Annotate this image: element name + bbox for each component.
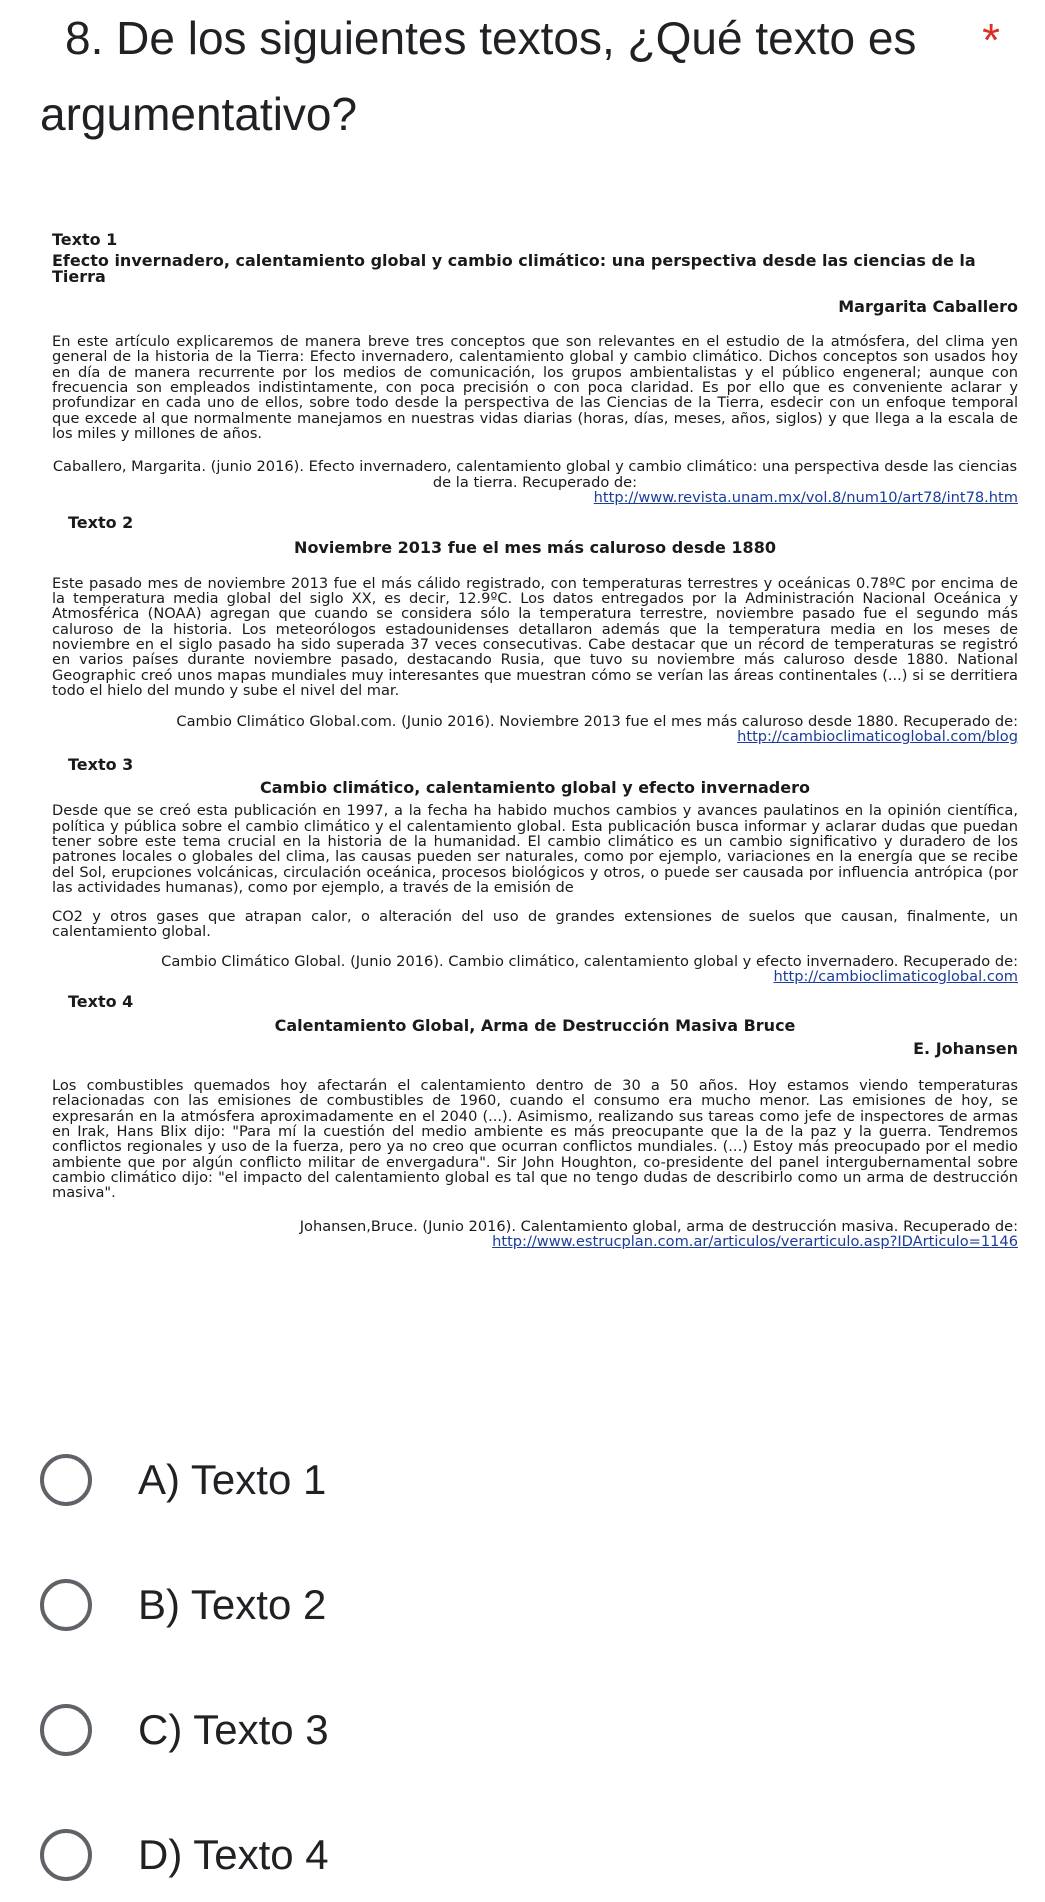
text-3-label: Texto 3	[68, 754, 134, 774]
radio-circle-icon[interactable]	[40, 1454, 92, 1506]
option-c[interactable]	[40, 1690, 329, 1770]
option-d-label: D) Texto 4	[138, 1831, 329, 1878]
text-4-label: Texto 4	[68, 992, 134, 1012]
text-1-body: En este artículo explicaremos de manera breve tres conceptos que son relevantes en el estudio de la atmósfera, del clima yen general de la historia de la Tierra: Efecto invernadero, calentamiento global y cambio climático. Dichos conceptos son usados hoy en día de manera recurrente por los medios de comunicación, los grupos ambientalistas y el público engeneral; aunque con frecuencia son empleados indistintamente, con poca precisión o con poca claridad. Es por ello que es conveniente aclarar y profundizar en cada uno de ellos, sobre todo desde la perspectiva de las Ciencias de la Tierra, esdecir con un enfoque temporal que excede al que normalmente manejamos en nuestras vidas diarias (horas, días, meses, años, siglos) y que llega a la escala de los miles y millones de años.	[52, 333, 1018, 442]
text-4-link[interactable]: http://www.estrucplan.com.ar/articulos/verarticulo.asp?IDArticulo=1146	[492, 1232, 1018, 1250]
text-1-citation: Caballero, Margarita. (junio 2016). Efecto invernadero, calentamiento global y cambio climático: una perspectiva desde las ciencias de la tierra. Recuperado de:	[52, 458, 1018, 491]
text-1-title: Efecto invernadero, calentamiento global y cambio climático: una perspectiva desde las ciencias de la Tierra	[52, 251, 976, 286]
radio-circle-icon[interactable]	[40, 1579, 92, 1631]
option-a[interactable]	[40, 1440, 326, 1520]
required-asterisk: *	[982, 14, 1000, 66]
option-c-label: C) Texto 3	[138, 1706, 329, 1753]
question-line-2: argumentativo?	[40, 88, 358, 140]
option-b-label: B) Texto 2	[138, 1581, 327, 1628]
question-title	[40, 0, 1000, 152]
text-1-label: Texto 1	[52, 230, 118, 249]
option-b[interactable]	[40, 1565, 326, 1645]
radio-circle-icon[interactable]	[40, 1704, 92, 1756]
text-2-body: Este pasado mes de noviembre 2013 fue el más cálido registrado, con temperaturas terrestres y oceánicas 0.78ºC por encima de la temperatura media global del siglo XX, es decir, 12.9ºC. Los datos entregados por la Administración Nacional Oceánica y Atmosférica (NOAA) agregan que cuando se considera sólo la temperatura terrestre, noviembre pasado fue el segundo más caluroso de la historia. Los meteorólogos estadounidenses detallaron además que la temperatura media en los meses de noviembre en el siglo pasado ha sido superada 37 veces consecutivas. Cabe destacar que un récord de temperaturas se registró en varios países durante noviembre pasado, destacando Rusia, que tuvo su noviembre más caluroso desde 1880. National Geographic creó unos mapas mundiales muy interesantes que muestran cómo se verían las áreas continentales (...) si se derritiera todo el hielo del mundo y sube el nivel del mar.	[52, 574, 1018, 699]
question-image-document	[52, 232, 1018, 1249]
text-2-label: Texto 2	[68, 513, 134, 533]
text-3-body-continued: CO2 y otros gases que atrapan calor, o alteración del uso de grandes extensiones de suelos que causan, finalmente, un calentamiento global.	[52, 908, 1018, 941]
text-4-title: Calentamiento Global, Arma de Destrucción Masiva Bruce	[274, 1015, 796, 1035]
text-2-citation: Cambio Climático Global.com. (Junio 2016). Noviembre 2013 fue el mes más caluroso desde 1880. Recuperado de:	[176, 713, 1018, 731]
text-1-link[interactable]: http://www.revista.unam.mx/vol.8/num10/art78/int78.htm	[593, 488, 1018, 506]
text-3-title: Cambio climático, calentamiento global y efecto invernadero	[260, 778, 810, 798]
text-4-body: Los combustibles quemados hoy afectarán el calentamiento dentro de 30 a 50 años. Hoy estamos viendo temperaturas relacionadas con las emisiones de combustibles de 1960, cuando el consumo era mucho menor. Las emisiones de hoy, se expresarán en la atmósfera aproximadamente en el 2040 (...). Asimismo, realizando sus tareas como jefe de inspectores de armas en Irak, Hans Blix dijo: "Para mí la cuestión del medio ambiente es más preocupante que la de la paz y la guerra. Tendremos conflictos regionales y uso de la fuerza, pero ya no creo que ocurran conflictos mundiales. (...) Estoy más preocupado por el medio ambiente que por algún conflicto militar de envergadura". Sir John Houghton, co-presidente del panel intergubernamental sobre cambio climático dijo: "el impacto del calentamiento global es tal que no tengo dudas de describirlo como un arma de destrucción masiva".	[52, 1077, 1018, 1202]
text-3-link[interactable]: http://cambioclimaticoglobal.com	[773, 967, 1018, 985]
radio-circle-icon[interactable]	[40, 1829, 92, 1881]
option-d[interactable]	[40, 1815, 329, 1895]
text-4-author: E. Johansen	[913, 1038, 1018, 1058]
text-1-author: Margarita Caballero	[838, 296, 1018, 316]
text-3-body: Desde que se creó esta publicación en 1997, a la fecha ha habido muchos cambios y avances paulatinos en la opinión científica, política y pública sobre el cambio climático y el calentamiento global. Esta publicación busca informar y aclarar dudas que puedan tener sobre este tema crucial en la historia de la humanidad. El cambio climático es un cambio significativo y duradero de los patrones locales o globales del clima, las causas pueden ser naturales, como por ejemplo, variaciones en la energía que se recibe del Sol, erupciones volcánicas, circulación oceánica, procesos biológicos y otros, o puede ser causada por influencia antrópica (por las actividades humanas), como por ejemplo, a través de la emisión de	[52, 802, 1018, 896]
text-2-title: Noviembre 2013 fue el mes más caluroso desde 1880	[294, 538, 776, 558]
text-4-citation: Johansen,Bruce. (Junio 2016). Calentamiento global, arma de destrucción masiva. Recuperado de:	[299, 1217, 1018, 1235]
text-3-citation: Cambio Climático Global. (Junio 2016). Cambio climático, calentamiento global y efecto invernadero. Recuperado de:	[161, 952, 1018, 970]
question-line-1: 8. De los siguientes textos, ¿Qué texto es	[65, 12, 917, 64]
text-2-link[interactable]: http://cambioclimaticoglobal.com/blog	[737, 728, 1018, 746]
option-a-label: A) Texto 1	[138, 1456, 327, 1503]
